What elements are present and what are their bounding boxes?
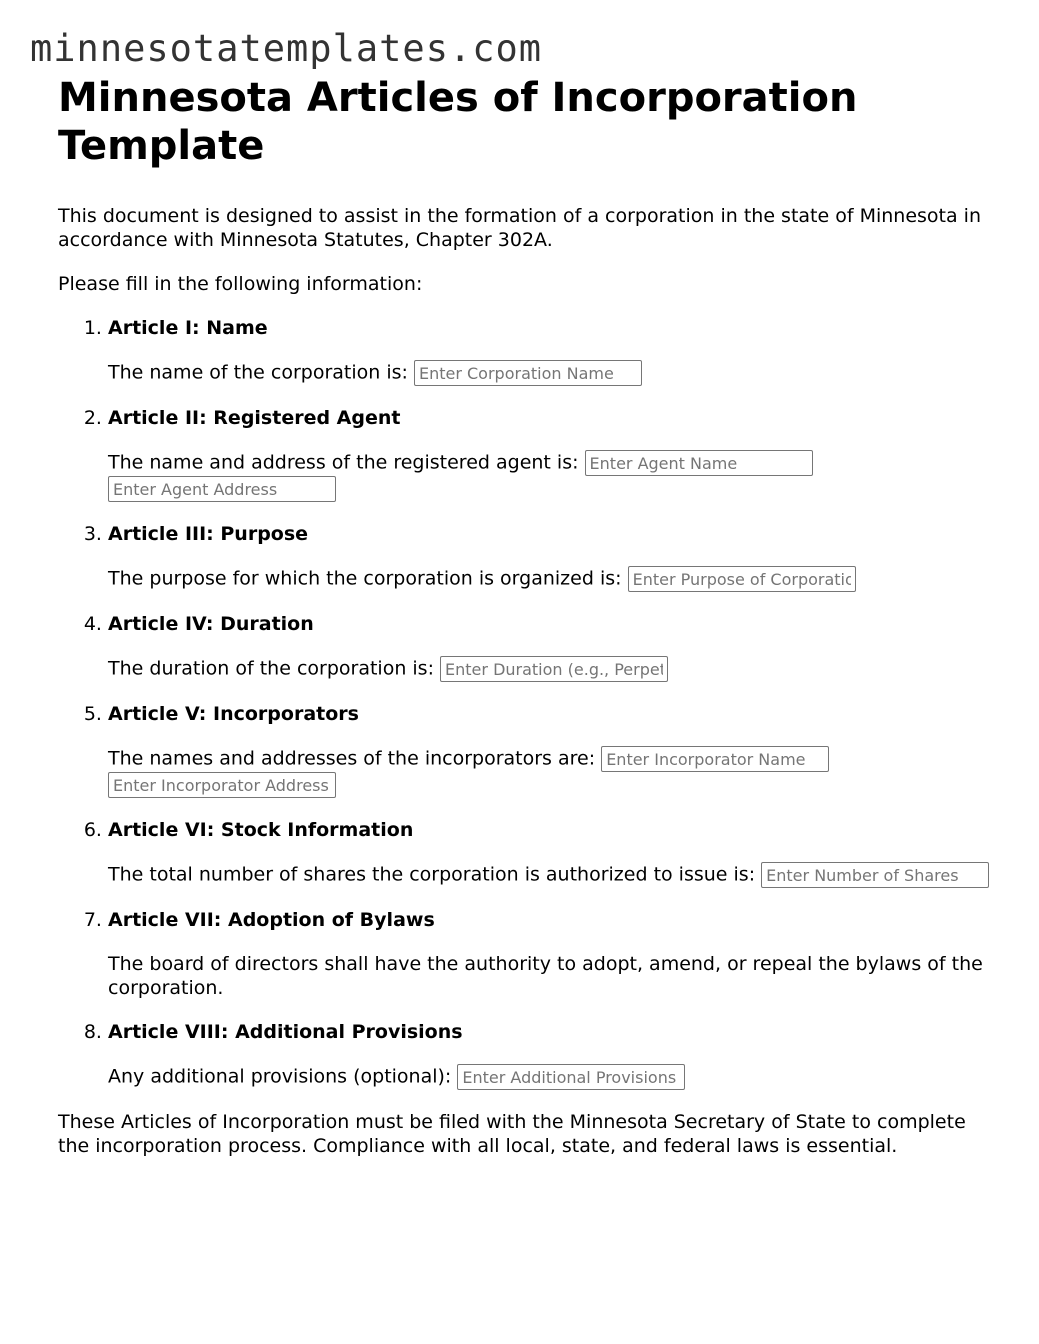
article-body [108, 656, 998, 682]
article-text: Any additional provisions (optional): [108, 1065, 452, 1088]
article-item-7 [108, 908, 998, 1000]
purpose-input[interactable] [628, 566, 856, 592]
article-title: 6. Article VI: Stock Information [108, 819, 414, 841]
corporation-name-input[interactable] [414, 360, 642, 386]
page-title: Minnesota Articles of Incorporation Template [58, 75, 858, 169]
agent-name-input[interactable] [585, 450, 813, 476]
article-item-6 [108, 818, 998, 888]
article-title: 8. Article VIII: Additional Provisions [108, 1021, 463, 1043]
incorporator-name-input[interactable] [601, 746, 829, 772]
article-item-8 [108, 1020, 998, 1090]
article-text: The purpose for which the corporation is organized is: [108, 567, 622, 590]
article-text: The name of the corporation is: [108, 361, 408, 384]
article-item-1 [108, 316, 998, 386]
article-body [108, 952, 998, 1000]
duration-input[interactable] [440, 656, 668, 682]
article-text: The total number of shares the corporation is authorized to issue is: [108, 863, 756, 886]
articles-list [58, 316, 998, 1090]
article-item-4 [108, 612, 998, 682]
intro-paragraph: This document is designed to assist in the formation of a corporation in the state of Minnesota in accordance with Minnesota Statutes, Chapter 302A. [58, 205, 982, 251]
article-item-3 [108, 522, 998, 592]
site-watermark: minnesotatemplates.com [30, 27, 543, 70]
article-title: 5. Article V: Incorporators [108, 703, 359, 725]
article-text: The duration of the corporation is: [108, 657, 434, 680]
article-body [108, 862, 998, 888]
article-title: 4. Article IV: Duration [108, 613, 314, 635]
article-text: The name and address of the registered agent is: [108, 451, 579, 474]
article-title: 7. Article VII: Adoption of Bylaws [108, 909, 435, 931]
instructions-text: Please fill in the following information: [58, 273, 423, 295]
article-body [108, 450, 998, 502]
shares-input[interactable] [761, 862, 989, 888]
article-text: The names and addresses of the incorporators are: [108, 747, 596, 770]
article-text: The board of directors shall have the authority to adopt, amend, or repeal the bylaws of the corporation. [108, 953, 983, 999]
article-body [108, 1064, 998, 1090]
article-item-5 [108, 702, 998, 798]
article-title: 2. Article II: Registered Agent [108, 407, 401, 429]
article-title: 3. Article III: Purpose [108, 523, 309, 545]
incorporator-address-input[interactable] [108, 772, 336, 798]
article-body [108, 746, 998, 798]
document-body [58, 74, 998, 1158]
article-title: 1. Article I: Name [108, 317, 268, 339]
article-body [108, 566, 998, 592]
article-item-2 [108, 406, 998, 502]
agent-address-input[interactable] [108, 476, 336, 502]
additional-provisions-input[interactable] [457, 1064, 685, 1090]
closing-paragraph: These Articles of Incorporation must be filed with the Minnesota Secretary of State to complete the incorporation process. Compliance with all local, state, and federal laws is essential. [58, 1111, 966, 1157]
article-body [108, 360, 998, 386]
